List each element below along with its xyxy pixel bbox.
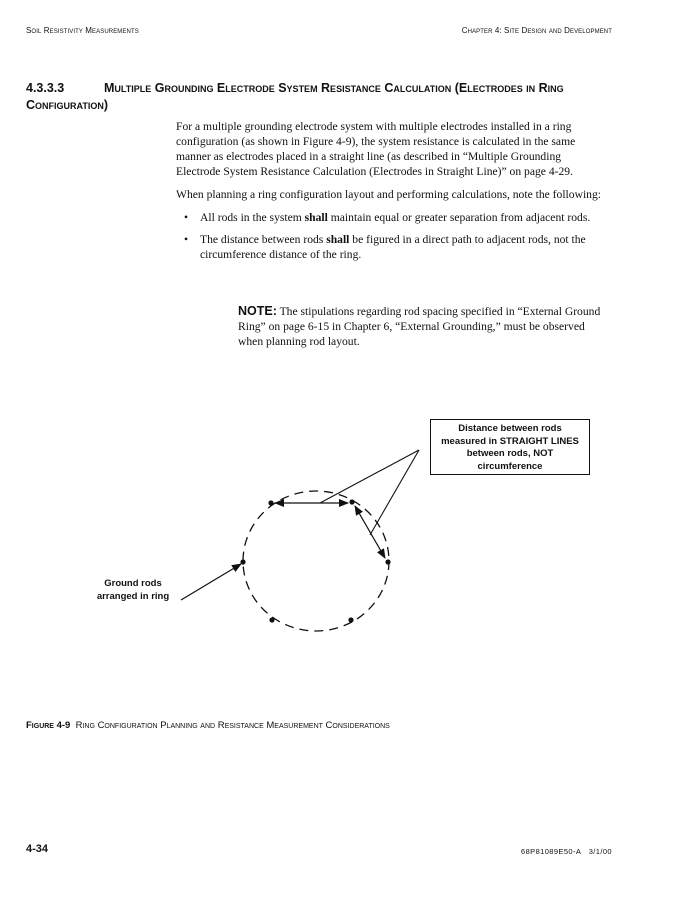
callout-line: Distance between rods: [458, 423, 562, 434]
rod-dot: [240, 559, 245, 564]
bullet-text: All rods in the system: [200, 211, 305, 224]
caption-label: Figure 4-9: [26, 720, 71, 731]
doc-date: 3/1/00: [588, 847, 612, 856]
doc-number: 68P81089E50-A: [521, 847, 582, 856]
rod-dot: [268, 500, 273, 505]
rod-dot: [349, 499, 354, 504]
rod-dot: [269, 617, 274, 622]
doc-id: [521, 847, 612, 856]
ring-outline: [243, 491, 389, 631]
label-line: arranged in ring: [96, 590, 170, 602]
paragraph: For a multiple grounding electrode system with multiple electrodes installed in a ring configuration (as shown in Figure 4-9), the system resistance is calculated in the same manner as electrodes placed in a straight line (as described in “Multiple Grounding Electrode System Resistance Calculation (Electrodes in Straight Line)” on page 4-29.: [176, 120, 576, 178]
callout-line: measured in STRAIGHT LINES: [441, 435, 579, 447]
ground-rod-dots: [240, 499, 390, 622]
rod-dot: [385, 559, 390, 564]
bullet-emphasis: shall: [326, 233, 350, 246]
running-header-right: Chapter 4: Site Design and Development: [461, 26, 612, 35]
ground-rods-arrow: [181, 564, 241, 600]
rod-dot: [348, 617, 353, 622]
page-number: 4-34: [26, 843, 49, 855]
figure-caption: [26, 720, 390, 731]
bullet-emphasis: shall: [304, 211, 328, 224]
callout-line: circumference: [477, 460, 543, 472]
label-line: Ground rods: [104, 578, 162, 589]
bullet-text: The distance between rods: [200, 233, 327, 246]
ground-rods-label: [78, 578, 188, 603]
section-number: 4.3.3.3: [26, 81, 65, 95]
bullet-text: maintain equal or greater separation from adjacent rods.: [327, 211, 591, 224]
section-title: Multiple Grounding Electrode System Resistance Calculation (Electrodes in Ring Configuration): [26, 81, 564, 112]
callout-box: [430, 419, 590, 475]
paragraph: When planning a ring configuration layout and performing calculations, note the following:: [176, 188, 601, 201]
bullet-text: be figured in a direct path to adjacent rods, not the circumference distance of the ring.: [200, 233, 586, 261]
caption-text: Ring Configuration Planning and Resistance Measurement Considerations: [75, 720, 390, 731]
callout-line: between rods, NOT: [466, 448, 554, 459]
note-text: The stipulations regarding rod spacing specified in “External Ground Ring” on page 6-15 in Chapter 6, “External Grounding,” must be observed when planning rod layout.: [238, 305, 601, 348]
note-label: NOTE:: [238, 304, 277, 318]
running-header-left: Soil Resistivity Measurements: [26, 26, 139, 35]
